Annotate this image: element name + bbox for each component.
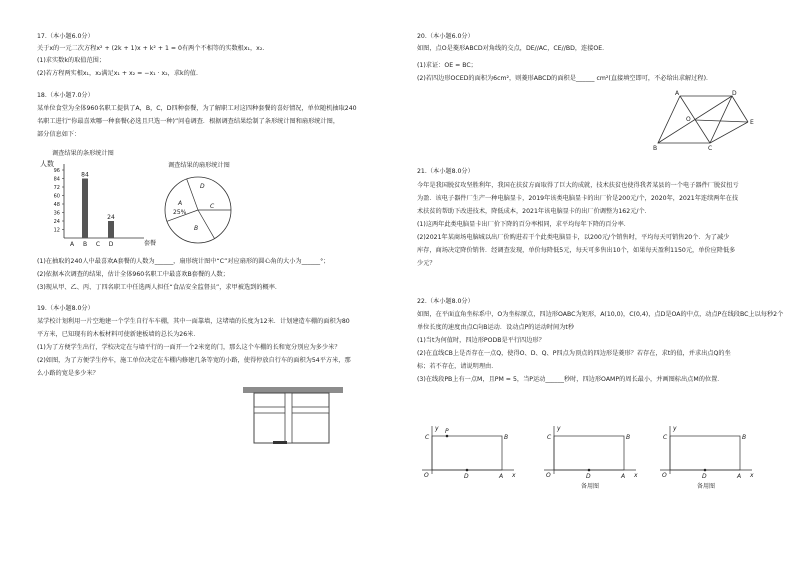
origin-label: O <box>424 472 429 479</box>
bar-b <box>82 179 88 239</box>
q22-part3: (3)在线段PB上有一点M，且PM = 5，当P运动______秒时，四边形OAMP的周长最小，并画图标出点M的位置． <box>417 376 724 383</box>
point-label-d: D <box>464 473 469 480</box>
q21-part2-2: 库存，商场决定降价销售．经调查发现，单价每降低5元，每天可多售出10个，如果每天盈利1150元，单价应降低多 <box>417 247 736 254</box>
q20-header: 20.（本小题6.0分） <box>417 33 474 40</box>
slice-percent-a: 25% <box>173 209 187 216</box>
point-label-d: D <box>732 90 737 97</box>
point-label-a: A <box>737 473 742 480</box>
point-label-b: B <box>626 434 631 441</box>
q22-text-1: 如图，在平面直角坐标系中，O为坐标原点，四边形OABC为矩形，A(10,0)，C(0,4)，点D是OA的中点，动点P在线段BC上以每秒2个 <box>417 311 784 318</box>
category-label: A <box>69 241 75 248</box>
y-tick-label: 36 <box>53 210 60 217</box>
point-label-d: D <box>586 473 591 480</box>
category-label: B <box>82 241 88 248</box>
origin-label: O <box>546 472 551 479</box>
point-label-c: C <box>425 434 430 441</box>
q17-part2: (2)若方程两实根x₁，x₂满足x₁ + x₂ = −x₁ · x₂，求k的值. <box>37 70 198 77</box>
point-label-c: C <box>708 145 713 152</box>
q19-part1: (1)为了方便学生出行，学校决定在与墙平行的一面开一个2米宽的门，那么这个车棚的长和宽分别应为多少米？ <box>37 344 341 351</box>
q22-part1: (1)当t为何值时，四边形PODB是平行四边形？ <box>417 337 545 344</box>
q21-part1: (1)这两年此类电脑显卡出厂价下降的百分率相同，求平均每年下降的百分率． <box>417 221 630 228</box>
q18-text-2: 名职工进行“你最喜欢哪一种套餐(必选且只选一种)”问卷调查．根据调查结果绘制了条形统计图和扇形统计图， <box>37 118 340 125</box>
q21-part2-3: 少元？ <box>417 260 436 267</box>
y-axis-label: y <box>557 425 561 432</box>
point-label-o: O <box>686 116 691 123</box>
q17-text: 关于x的一元二次方程x² + (2k + 1)x + k² + 1 = 0有两个不相等的实数根x₁，x₂. <box>37 45 265 52</box>
x-axis-label: 套餐 <box>144 240 157 247</box>
category-label: C <box>95 241 101 248</box>
y-tick-label: 60 <box>53 193 60 200</box>
wall <box>243 387 343 393</box>
category-label: D <box>108 241 114 248</box>
y-tick-label: 24 <box>53 219 60 225</box>
q22-header: 22.（本小题8.0分） <box>417 298 474 305</box>
q21-text-1: 今年是我国脱贫攻坚胜利年，我国在扶贫方面取得了巨大的成就，技术扶贫也使得我者某县的一个电子器件厂脱贫扭亏 <box>417 182 739 189</box>
y-axis-label: 人数 <box>40 160 54 168</box>
q19-text-2: 平方米，已知现有的木板材料可使新建板墙的总长为26米． <box>37 331 200 338</box>
coordinate-figure-spare-2 <box>660 418 760 490</box>
bar-chart <box>30 158 157 250</box>
q21-part2-1: (2)2021年某商场电脑城以出厂价购进若干个此类电脑显卡，以200元/个销售时，平均每天可销售20个．为了减少 <box>417 234 730 241</box>
q18-part3: (3)现从甲、乙、丙、丁四名职工中任选两人担任“食品安全监督员”，求甲被选到的概率. <box>37 284 277 291</box>
figure-caption: 备用图 <box>581 483 600 490</box>
y-tick-label: 48 <box>53 202 60 208</box>
x-axis-label: x <box>750 472 754 479</box>
slice-label-b: B <box>194 225 199 232</box>
y-tick-label: 96 <box>53 168 60 174</box>
point-p-dot <box>446 435 449 438</box>
coordinate-figure-main <box>422 418 522 490</box>
origin-label: O <box>662 472 667 479</box>
x-axis-label: x <box>634 472 638 479</box>
point-label-a: A <box>499 473 504 480</box>
q21-header: 21.（本小题8.0分） <box>417 168 474 175</box>
bar-d <box>108 221 114 238</box>
q19-text-1: 某学校计划利用一片空地建一个学生自行车车棚，其中一面靠墙，这堵墙的长度为12米．计划建造车棚的面积为80 <box>37 318 350 325</box>
q22-part2-1: (2)在直线CB上是否存在一点Q，使得O、D、Q、P四点为顶点的四边形是菱形？若存在，求t的值，并求出点Q的坐 <box>417 350 731 357</box>
q20-part1: (1)求证：OE = BC； <box>417 62 477 69</box>
point-d-dot <box>588 469 591 472</box>
door <box>273 441 287 444</box>
q20-text: 如图，点O是菱形ABCD对角线的交点，DE//AC，CE//BD，连接OE． <box>417 45 609 52</box>
y-tick-label: 72 <box>53 185 60 191</box>
pie-chart <box>160 172 240 252</box>
point-label-b: B <box>504 434 509 441</box>
rectangle-oabc <box>554 436 624 470</box>
y-tick-label: 12 <box>53 227 60 234</box>
q18-part2: (2)依据本次调查的结果，估计全体960名职工中最喜欢B套餐的人数； <box>37 271 229 278</box>
q17-part1: (1)求实数k的取值范围； <box>37 57 106 64</box>
bar-chart-title: 调查结果的条形统计图 <box>52 150 114 157</box>
figure-caption: 备用图 <box>697 483 716 490</box>
q18-text-1: 某单位食堂为全体960名职工提供了A，B，C，D四种套餐，为了解职工对这四种套餐的喜好情况，单位随机抽取240 <box>37 105 357 112</box>
rectangle-oabc <box>670 436 740 470</box>
slice-label-c: C <box>210 203 215 210</box>
point-label-c: C <box>547 434 552 441</box>
slice-label-d: D <box>200 183 205 190</box>
point-d-dot <box>704 469 707 472</box>
point-label-a: A <box>621 473 626 480</box>
q19-header: 19.（本小题8.0分） <box>37 305 94 312</box>
q18-part1: (1)在抽取的240人中最喜欢A套餐的人数为______，扇形统计图中“C”对应扇形的圆心角的大小为______°； <box>37 258 330 265</box>
q18-text-3: 部分信息如下： <box>37 131 81 138</box>
q22-part2-2: 标；若不存在，请说明理由． <box>417 363 498 370</box>
coordinate-figure-spare-1 <box>544 418 644 490</box>
x-axis-label: x <box>512 472 516 479</box>
q21-text-3: 术扶贫的帮助下改进技术，降低成本，2021年该电脑显卡的出厂价调整为162元/个． <box>417 208 651 215</box>
q19-part2-cont: 么小路的宽是多少米？ <box>37 370 99 377</box>
q18-header: 18.（本小题7.0分） <box>37 92 94 99</box>
point-label-p: P <box>445 428 449 435</box>
y-axis-label: y <box>673 425 677 432</box>
point-d-dot <box>466 469 469 472</box>
q22-text-2: 单位长度的速度由点C向B运动．设动点P的运动时间为t秒 <box>417 324 575 331</box>
data-label: 24 <box>107 214 115 221</box>
y-axis-label: y <box>435 425 439 432</box>
q20-part2: (2)若四边形OCED的面积为6cm²，则菱形ABCD的面积是______ cm²(直接填空即可，不必给出求解过程)． <box>417 75 713 82</box>
point-label-e: E <box>750 119 754 126</box>
point-label-b: B <box>742 434 747 441</box>
point-label-d: D <box>702 473 707 480</box>
bike-shed-figure <box>243 387 343 445</box>
point-label-c: C <box>663 434 668 441</box>
point-label-b: B <box>653 145 658 152</box>
q19-part2: (2)如图，为了方便学生停车，施工单位决定在车棚内修建几条等宽的小路，使得停放自行车的面积为54平方米，那 <box>37 357 351 364</box>
point-label-a: A <box>675 90 680 97</box>
pie-chart-title: 调查结果的扇形统计图 <box>168 162 230 169</box>
rectangle-oabc <box>432 436 502 470</box>
y-tick-label: 84 <box>53 176 60 183</box>
data-label: 84 <box>81 171 89 179</box>
q21-text-2: 为盈．该电子器件厂生产一种电脑显卡，2019年该类电脑显卡的出厂价是200元/个，2020年，2021年连续两年在技 <box>417 195 739 202</box>
rhombus-figure <box>650 88 780 153</box>
path-vertical <box>285 393 292 443</box>
slice-label-a: A <box>178 200 183 207</box>
q17-header: 17.（本小题6.0分） <box>37 33 94 40</box>
